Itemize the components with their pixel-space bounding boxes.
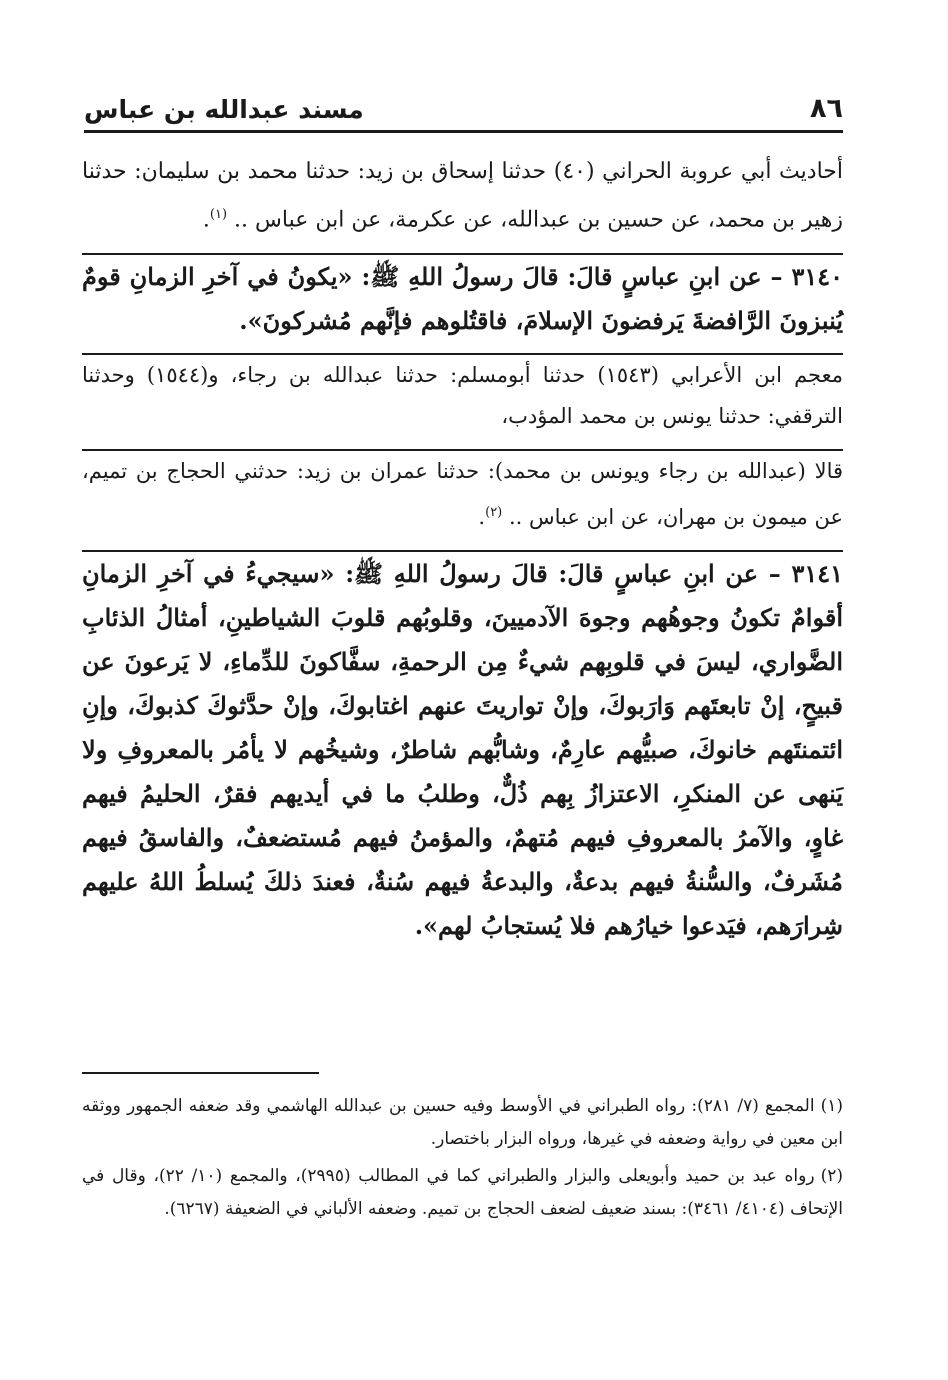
hadith-text: – عن ابنِ عباسٍ قالَ: قالَ رسولُ اللهِ ﷺ: «سيجيءُ في آخرِ الزمانِ أقوامٌ تكونُ وجوهُهم وجوهَ الآدميينَ، وقلوبُهم قلوبَ الشياطينِ، أمثالُ الذئابِ الضَّواري، ليسَ في قلوبِهم شيءٌ مِن الرحمةِ، سفَّاكونَ للدِّماءِ، لا يَرعونَ عن قبيحٍ، إنْ تابعتَهم وَارَبوكَ، وإنْ تواريتَ عنهم اغتابوكَ، وإنْ حدَّثوكَ كذبوكَ، وإنِ ائتمنتَهم خانوكَ، صبيُّهم عارِمٌ، وشابُّهم شاطرٌ، وشيخُهم لا يأمُر بالمعروفِ ولا يَنهى عن المنكرِ، الاعتزازُ بِهم ذُلٌّ، وطلبُ ما في أيديهم فقرٌ، الحليمُ فيهم غاوٍ، والآمرُ بالمعروفِ فيهم مُتهمٌ، والمؤمنُ فيهم مُستضعفٌ، والفاسقُ فيهم مُشَرفٌ، والسُّنةُ فيهم بدعةٌ، والبدعةُ فيهم سُنةٌ، فعندَ ذلكَ يُسلطُ اللهُ عليهم شِرارَهم، فيَدعوا خيارُهم فلا يُستجابُ لهم». <box>82 559 843 941</box>
page-number: ٨٦ <box>810 93 843 124</box>
main-text <box>82 150 843 958</box>
source-text: قالا (عبدالله بن رجاء ويونس بن محمد): حدثنا عمران بن زيد: حدثني الحجاج بن تميم، عن ميمون بن مهران، عن ابن عباس .. <box>82 459 843 530</box>
footnote-2 <box>82 1160 843 1226</box>
source-paragraph-2 <box>82 355 843 437</box>
footnote-text: المجمع (٧/ ٢٨١): رواه الطبراني في الأوسط وفيه حسين بن عبدالله الهاشمي وقد ضعفه الجمهور ووثقه ابن معين في رواية وضعفه في غيرها، ورواه البزار باختصار. <box>82 1096 843 1149</box>
hadith-number: ٣١٤٠ <box>791 262 843 292</box>
source-text: أحاديث أبي عروبة الحراني (٤٠) حدثنا إسحاق بن زيد: حدثنا محمد بن سليمان: حدثنا زهير بن محمد، عن حسين بن عبدالله، عن عكرمة، عن ابن عباس .. <box>82 159 843 233</box>
hadith-3140 <box>82 255 843 343</box>
source-paragraph-3: قالا (عبدالله بن رجاء ويونس بن محمد): حدثنا عمران بن زيد: حدثني الحجاج بن تميم، عن ميمون بن مهران، عن ابن عباس .. $^{(٢)}$. <box>82 459 843 530</box>
footnote-separator <box>82 1072 319 1074</box>
footnote-ref-2[interactable]: (٢) <box>485 505 503 521</box>
footnote-mark: (٢) <box>820 1166 843 1186</box>
hadith-text: – عن ابنِ عباسٍ قالَ: قالَ رسولُ اللهِ ﷺ: «يكونُ في آخرِ الزمانِ قومٌ يُنبزونَ الرَّافضةَ يَرفضونَ الإسلامَ، فاقتُلوهم فإنَّهم مُشركونَ». <box>82 262 843 336</box>
source-paragraph-1: أحاديث أبي عروبة الحراني (٤٠) حدثنا إسحاق بن زيد: حدثنا محمد بن سليمان: حدثنا زهير بن محمد، عن حسين بن عبدالله، عن عكرمة، عن ابن عباس .. $^{(١)}$. <box>82 159 843 233</box>
footnote-ref-1[interactable]: (١) <box>209 207 228 222</box>
source-text: معجم ابن الأعرابي (١٥٤٣) حدثنا أبومسلم: حدثنا عبدالله بن رجاء، و(١٥٤٤) وحدثنا الترقفي: حدثنا يونس بن محمد المؤدب، <box>82 363 843 429</box>
hadith-3141 <box>82 552 843 948</box>
running-title: مسند عبدالله بن عباس <box>84 95 364 124</box>
footnotes <box>82 1090 843 1230</box>
footnote-text: رواه عبد بن حميد وأبويعلى والبزار والطبراني كما في المطالب (٢٩٩٥)، والمجمع (١٠/ ٢٢)، وقال في الإتحاف (٤١٠٤/ ٣٤٦١): بسند ضعيف لضعف الحجاج بن تميم. وضعفه الألباني في الضعيفة (٦٢٦٧). <box>82 1166 843 1219</box>
footnote-1 <box>82 1090 843 1156</box>
hadith-number: ٣١٤١ <box>791 559 844 589</box>
footnote-mark: (١) <box>820 1096 843 1116</box>
page-header <box>84 86 843 133</box>
